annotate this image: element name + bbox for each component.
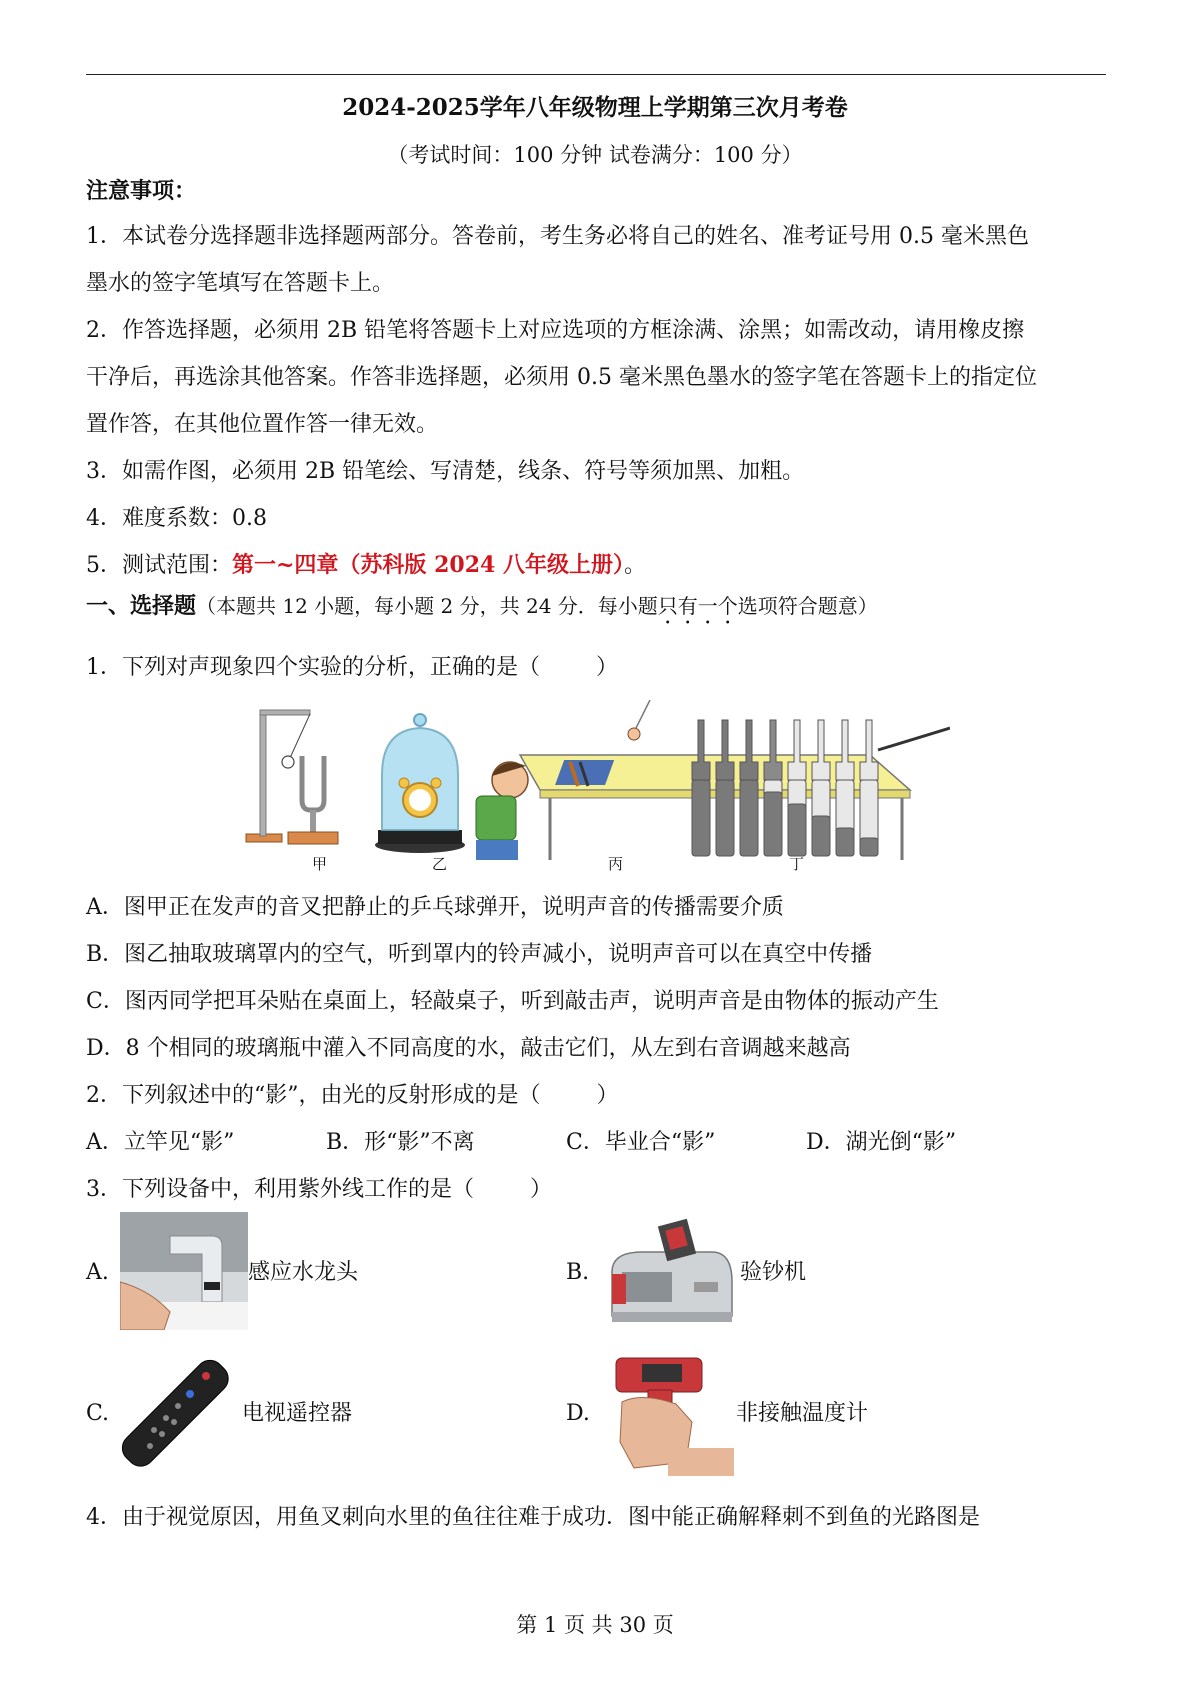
note-4: 4．难度系数：0.8 — [86, 506, 267, 531]
money-detector-icon — [602, 1212, 740, 1330]
q2-option-b: B．形“影”不离 — [326, 1130, 475, 1155]
q2-option-d: D．湖光倒“影” — [806, 1130, 957, 1155]
note-5-suffix: 。 — [623, 553, 646, 578]
exam-title: 2024-2025学年八年级物理上学期第三次月考卷 — [342, 94, 848, 121]
q1-option-c: C．图丙同学把耳朵贴在桌面上，轻敲桌子，听到敲击声，说明声音是由物体的振动产生 — [86, 989, 939, 1014]
q3-b-letter: B. — [566, 1260, 590, 1285]
fig-label-jia: 甲 — [312, 855, 328, 873]
sensor-faucet-icon — [120, 1212, 248, 1330]
notes-heading: 注意事项： — [86, 178, 197, 204]
note-2-line-1: 2．作答选择题，必须用 2B 铅笔将答题卡上对应选项的方框涂满、涂黑；如需改动，请用橡皮擦 — [86, 318, 1025, 343]
tuning-fork-apparatus-icon — [246, 710, 338, 844]
header-rule — [86, 74, 1106, 75]
q2-option-c: C．毕业合“影” — [566, 1130, 716, 1155]
q3-c-letter: C. — [86, 1401, 110, 1426]
q3-stem — [86, 1176, 552, 1204]
note-3: 3．如需作图，必须用 2B 铅笔绘、写清楚，线条、符号等须加黑、加粗。 — [86, 459, 805, 484]
page-footer: 第 1 页 共 30 页 — [516, 1613, 674, 1637]
note-2-line-3: 置作答，在其他位置作答一律无效。 — [86, 412, 439, 437]
section-1-desc-prefix: （本题共 12 小题，每小题 2 分，共 24 分．每小题 — [196, 594, 658, 618]
q2-stem-text: 2．下列叙述中的“影”，由光的反射形成的是（ — [86, 1083, 541, 1108]
note-5-prefix: 5．测试范围： — [86, 553, 232, 578]
infrared-thermometer-icon — [612, 1352, 734, 1476]
exam-subtitle: （考试时间：100 分钟 试卷满分：100 分） — [387, 143, 803, 167]
section-1-desc-emphasis: 只有一个 — [657, 594, 738, 618]
q1-option-d: D．8 个相同的玻璃瓶中灌入不同高度的水，敲击它们，从左到右音调越来越高 — [86, 1036, 851, 1061]
q4-stem: 4．由于视觉原因，用鱼叉刺向水里的鱼往往难于成功．图中能正确解释刺不到鱼的光路图是 — [86, 1505, 981, 1530]
q1-stem-end: ） — [596, 655, 619, 680]
q1-option-b: B．图乙抽取玻璃罩内的空气，听到罩内的铃声减小，说明声音可以在真空中传播 — [86, 942, 873, 967]
note-1-line-1: 1．本试卷分选择题非选择题两部分。答卷前，考生务必将自己的姓名、准考证号用 0.5 毫米黑色 — [86, 224, 1029, 249]
q3-a-label: 感应水龙头 — [248, 1260, 359, 1285]
test-range: 第一~四章（苏科版 2024 八年级上册） — [232, 552, 624, 578]
q3-stem-text: 3．下列设备中，利用紫外线工作的是（ — [86, 1177, 474, 1202]
q1-stem — [86, 654, 618, 682]
q3-a-letter: A. — [86, 1260, 109, 1285]
note-2-line-2: 干净后，再选涂其他答案。作答非选择题，必须用 0.5 毫米黑色墨水的签字笔在答题卡上的指定位 — [86, 365, 1037, 390]
section-1-heading: 一、选择题 — [86, 593, 197, 619]
q2-stem-end: ） — [596, 1083, 619, 1108]
fig-label-bing: 丙 — [608, 855, 624, 873]
q2-option-a: A．立竿见“影” — [86, 1130, 235, 1155]
q3-c-label: 电视遥控器 — [242, 1401, 353, 1426]
q3-stem-end: ） — [530, 1177, 553, 1202]
bell-jar-icon — [375, 714, 465, 853]
q1-stem-text: 1．下列对声现象四个实验的分析，正确的是（ — [86, 655, 540, 680]
section-1-desc-suffix: 选项符合题意） — [737, 594, 878, 618]
q1-figure — [230, 700, 950, 880]
q2-stem — [86, 1082, 619, 1110]
note-1-line-2: 墨水的签字笔填写在答题卡上。 — [86, 271, 395, 296]
fig-label-ding: 丁 — [789, 855, 805, 873]
note-5 — [86, 551, 646, 580]
fig-label-yi: 乙 — [432, 855, 448, 873]
tv-remote-icon — [118, 1354, 234, 1474]
q3-d-letter: D. — [566, 1401, 590, 1426]
q3-d-label: 非接触温度计 — [736, 1401, 869, 1426]
section-1-header — [86, 592, 878, 629]
q3-b-label: 验钞机 — [740, 1260, 807, 1285]
glass-bottles-icon — [692, 720, 950, 856]
q1-option-a: A．图甲正在发声的音叉把静止的乒乓球弹开，说明声音的传播需要介质 — [86, 895, 784, 920]
